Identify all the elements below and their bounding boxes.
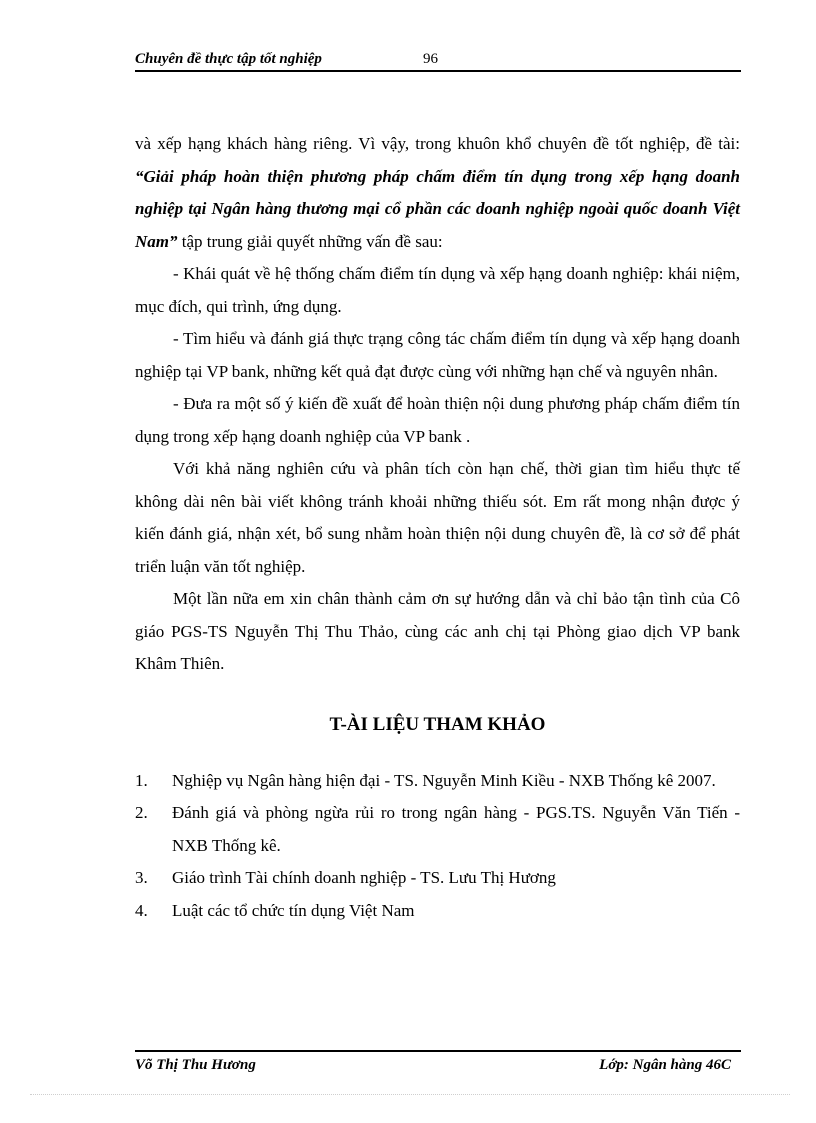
page-header [135, 48, 741, 72]
footer-class: Lớp: Ngân hàng 46C [599, 1057, 731, 1073]
reference-item [135, 765, 740, 798]
reference-text: Đánh giá và phòng ngừa rủi ro trong ngân hàng - PGS.TS. Nguyễn Văn Tiến - NXB Thống kê. [172, 803, 740, 855]
reference-number: 4. [135, 900, 148, 920]
body-paragraph: Với khả năng nghiên cứu và phân tích còn hạn chế, thời gian tìm hiểu thực tế không dài nên bài viết không tránh khoải những thiếu sót. Em rất mong nhận được ý kiến đánh giá, nhận xét, bổ sung nhằm hoàn thiện nội dung chuyên đề, là cơ sở để phát triển luận văn tốt nghiệp. [135, 459, 740, 576]
page-number: 96 [423, 51, 438, 67]
bullet-item: - Tìm hiểu và đánh giá thực trạng công tác chấm điểm tín dụng và xếp hạng doanh nghiệp tại VP bank, những kết quả đạt được cùng với những hạn chế và nguyên nhân. [135, 329, 740, 381]
reference-number: 2. [135, 803, 148, 822]
reference-number: 1. [135, 770, 148, 790]
intro-paragraph [135, 128, 740, 258]
footer-author: Võ Thị Thu Hương [135, 1057, 256, 1073]
intro-end-text: tập trung giải quyết những vấn đề sau: [177, 231, 443, 251]
reference-item [135, 862, 740, 895]
thesis-title: “Giải pháp hoàn thiện phương pháp chấm điểm tín dụng trong xếp hạng doanh nghiệp tại Ngân hàng thương mại cổ phần các doanh nghiệp ngoài quốc doanh Việt Nam” [135, 166, 740, 251]
reference-item [135, 895, 740, 928]
reference-text: Nghiệp vụ Ngân hàng hiện đại - TS. Nguyễn Minh Kiều - NXB Thống kê 2007. [172, 770, 716, 790]
bullet-item: - Khái quát về hệ thống chấm điểm tín dụng và xếp hạng doanh nghiệp: khái niệm, mục đích, qui trình, ứng dụng. [135, 264, 740, 316]
page-footer [135, 1050, 741, 1078]
reference-text: Giáo trình Tài chính doanh nghiệp - TS. Lưu Thị Hương [172, 868, 556, 887]
body-paragraph: Một lần nữa em xin chân thành cảm ơn sự hướng dẫn và chỉ bảo tận tình của Cô giáo PGS-TS Nguyễn Thị Thu Thảo, cùng các anh chị tại Phòng giao dịch VP bank Khâm Thiên. [135, 589, 740, 673]
reference-text: Luật các tổ chức tín dụng Việt Nam [172, 900, 415, 920]
bullet-item: - Đưa ra một số ý kiến đề xuất để hoàn thiện nội dung phương pháp chấm điểm tín dụng trong xếp hạng doanh nghiệp của VP bank . [135, 394, 740, 446]
dotted-divider [30, 1094, 790, 1095]
intro-text: và xếp hạng khách hàng riêng. Vì vậy, trong khuôn khổ chuyên đề tốt nghiệp, đề tài: [135, 134, 740, 153]
page-content [135, 128, 740, 927]
reference-number: 3. [135, 868, 148, 887]
reference-item [135, 797, 740, 862]
references-heading: T-ÀI LIỆU THAM KHẢO [329, 713, 546, 735]
header-title: Chuyên đề thực tập tốt nghiệp [135, 51, 322, 67]
